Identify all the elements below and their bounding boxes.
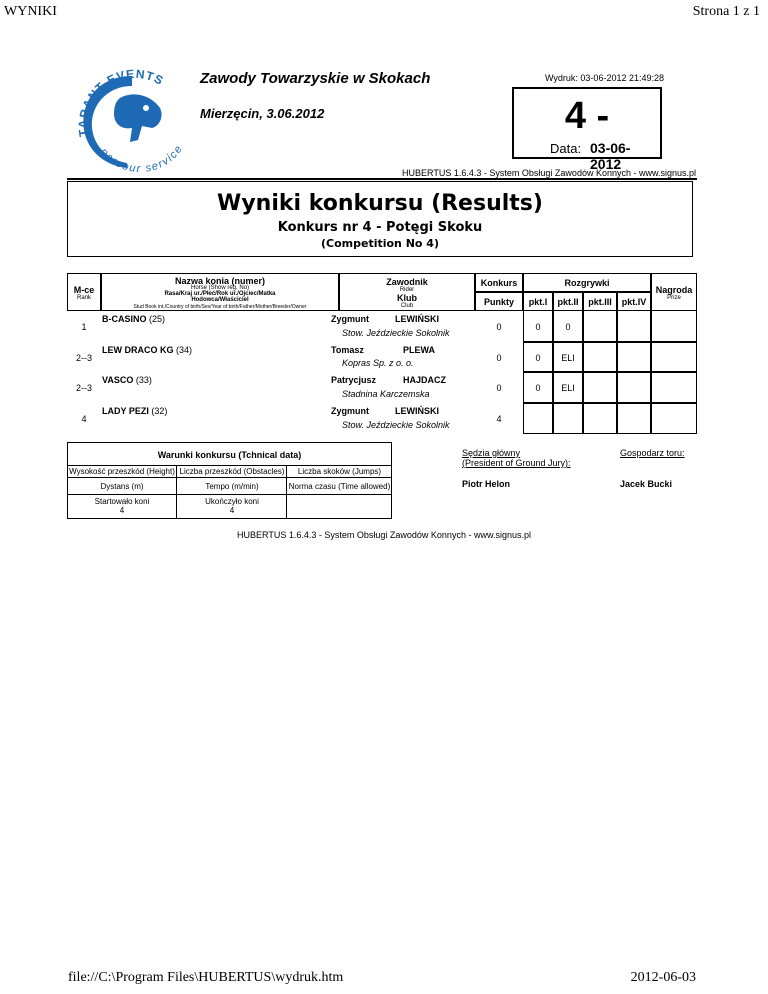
judge-label: Sędzia główny (President of Ground Jury): (462, 448, 571, 468)
tech-obstacles: Liczba przeszkód (Obstacles) (179, 467, 285, 476)
col-horse: Nazwa konia (numer) (174, 276, 266, 286)
printout-timestamp: Wydruk: 03-06-2012 21:49:28 (545, 73, 664, 83)
technical-data-table (67, 442, 392, 538)
row-horse: LADY PEZI (32) (102, 406, 168, 416)
col-rank: M-ce (73, 285, 95, 295)
col-prize: Nagroda (655, 285, 693, 295)
col-rider-en: Rider (399, 287, 415, 293)
print-header-left: WYNIKI (4, 4, 57, 19)
row-rider-last: PLEWA (403, 345, 436, 355)
col-prize-en: Prize (667, 295, 681, 301)
tech-starters-value: 4 (119, 506, 125, 515)
row-p2: 0 (565, 322, 571, 332)
results-title: Wyniki konkursu (Results) (217, 191, 543, 216)
logo-line1: TARANT EVENTS (75, 66, 167, 138)
divider-top (67, 178, 697, 180)
row-p2: ELI (561, 383, 575, 393)
row-p1: 0 (535, 322, 541, 332)
row-points: 0 (496, 383, 502, 393)
system-line-top: HUBERTUS 1.6.4.3 - System Obsługi Zawodów Konnych - www.signus.pl (402, 168, 696, 178)
row-club: Stow. Jeździeckie Sokolnik (342, 420, 450, 430)
tech-finishers-label: Ukończyło koni (205, 497, 259, 506)
results-table (67, 273, 697, 435)
row-rider-first: Zygmunt (331, 406, 369, 416)
col-rozgrywki: Rozgrywki (564, 278, 610, 288)
col-rank-en: Rank (76, 295, 91, 301)
logo-text (70, 66, 195, 181)
row-p1: 0 (535, 353, 541, 363)
col-p2: pkt.II (557, 297, 579, 307)
svg-text:parcour service (97, 142, 186, 175)
row-rank: 4 (81, 414, 87, 424)
table-row (67, 403, 697, 434)
table-row (67, 311, 697, 342)
row-rider-first: Zygmunt (331, 314, 369, 324)
col-horse-sub1: Rasa/Kraj ur./Płeć/Rok ur./Ojciec/Matka (164, 291, 276, 297)
row-rider-last: LEWIŃSKI (395, 406, 439, 416)
table-row (67, 342, 697, 372)
event-title: Zawody Towarzyskie w Skokach (200, 70, 431, 87)
judge-name: Piotr Helon (462, 479, 511, 489)
row-points: 0 (496, 322, 502, 332)
row-horse: LEW DRACO KG (34) (102, 345, 193, 355)
row-points: 0 (496, 353, 502, 363)
competition-name: Konkurs nr 4 - Potęgi Skoku (277, 220, 483, 235)
print-header-right: Strona 1 z 1 (692, 4, 760, 19)
row-horse: B-CASINO (25) (102, 314, 166, 324)
row-rank: 2--3 (75, 353, 92, 363)
tech-height: Wysokość przeszkód (Height) (69, 467, 175, 476)
print-footer-right: 2012-06-03 (630, 970, 696, 985)
row-points: 4 (496, 414, 502, 424)
row-rider-first: Patrycjusz (331, 375, 377, 385)
col-p3: pkt.III (588, 297, 612, 307)
tech-distance: Dystans (m) (100, 482, 144, 491)
tech-starters-label: Startowało koni (94, 497, 150, 506)
row-rider-first: Tomasz (331, 345, 364, 355)
date-value: 03-06-2012 (590, 140, 631, 172)
tech-jumps: Liczba skoków (Jumps) (297, 467, 382, 476)
tech-time-allowed: Norma czasu (Time allowed) (288, 482, 391, 491)
row-rank: 2--3 (75, 383, 92, 393)
col-club: Klub (397, 293, 417, 303)
row-club: Kopras Sp. z o. o. (342, 358, 414, 368)
event-place-date: Mierzęcin, 3.06.2012 (200, 106, 325, 121)
col-horse-sub3: Stud Book int./Country of birth/Sex/Year of birth/Father/Mother/Breeder/Owner (133, 304, 307, 310)
col-rider: Zawodnik (386, 277, 428, 287)
col-punkty: Punkty (483, 297, 514, 307)
row-horse: VASCO (33) (102, 375, 152, 385)
row-rider-last: LEWIŃSKI (395, 314, 439, 324)
system-line-bottom: HUBERTUS 1.6.4.3 - System Obsługi Zawodów Konnych - www.signus.pl (237, 530, 531, 540)
row-rank: 1 (81, 322, 87, 332)
col-horse-en: Horse (Show reg. No) (190, 285, 250, 291)
results-title-box (67, 181, 693, 257)
svg-text:TARANT EVENTS (76, 67, 166, 138)
logo-line2: parcour service (97, 142, 186, 176)
competition-number: 4 - (564, 95, 610, 137)
col-horse-sub2: Hodowca/Właściciel (191, 297, 249, 303)
course-designer-label: Gospodarz toru: (620, 448, 685, 458)
course-designer-name: Jacek Bucki (620, 479, 673, 489)
tech-tempo: Tempo (m/min) (205, 482, 259, 491)
technical-title: Warunki konkursu (Tchnical data) (157, 450, 302, 460)
date-label: Data: (550, 141, 582, 156)
col-p1: pkt.I (528, 297, 548, 307)
competition-number-box (512, 87, 662, 172)
row-p2: ELI (561, 353, 575, 363)
row-rider-last: HAJDACZ (403, 375, 447, 385)
competition-name-en: (Competition No 4) (320, 237, 439, 250)
col-club-en: Club (400, 303, 414, 309)
row-club: Stow. Jeździeckie Sokolnik (342, 328, 450, 338)
print-footer-left: file://C:\Program Files\HUBERTUS\wydruk.htm (68, 970, 344, 985)
row-p1: 0 (535, 383, 541, 393)
col-p4: pkt.IV (621, 297, 647, 307)
table-row (67, 372, 697, 403)
col-konkurs: Konkurs (480, 278, 518, 288)
tech-finishers-value: 4 (229, 506, 235, 515)
row-club: Stadnina Karczemska (342, 389, 430, 399)
